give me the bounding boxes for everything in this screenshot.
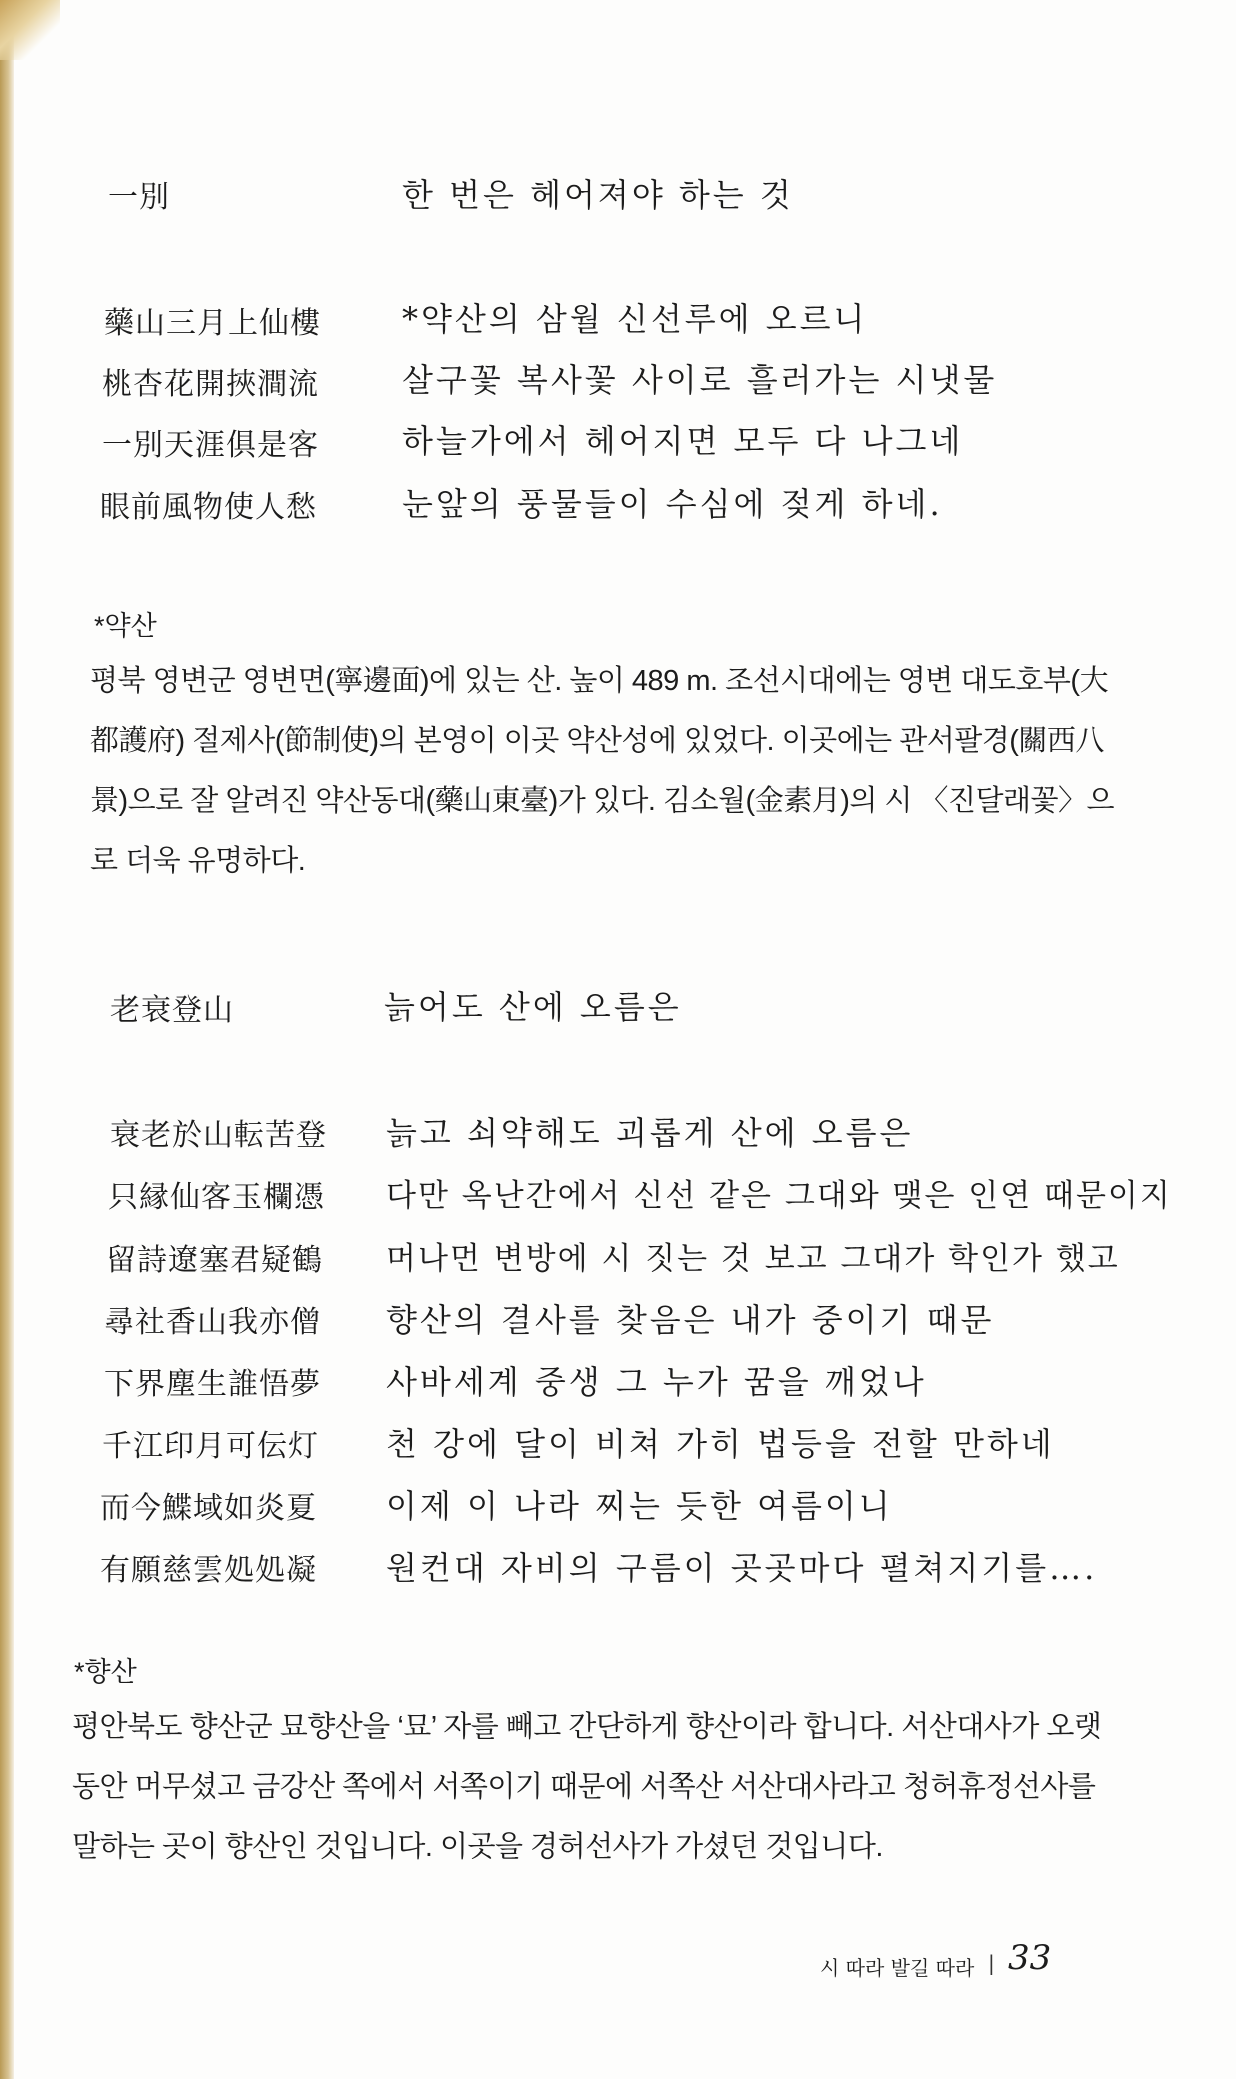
poem1-line-1-hanja: 藥山三月上仙樓 [104, 306, 321, 341]
poem1-line-3-hanja: 一別天涯俱是客 [102, 428, 319, 463]
poem2-line-3-hanja: 留詩遼塞君疑鶴 [106, 1243, 323, 1278]
note2-body: 평안북도 향산군 묘향산을 ‘묘’ 자를 빼고 간단하게 향산이라 합니다. 서산대사가 오랫동안 머무셨고 금강산 쪽에서 서쪽이기 때문에 서쪽산 서산대사라고 청허휴정선사를 말하는 곳이 향산인 것입니다. 이곳을 경허선사가 가셨던 것입니다. [72, 1711, 1102, 1863]
poem2-line-6-korean: 천 강에 달이 비쳐 가히 법등을 전할 만하네 [386, 1425, 1055, 1463]
poem2-line-1-hanja: 衰老於山転苦登 [110, 1118, 327, 1153]
poem1-line-4-korean: 눈앞의 풍물들이 수심에 젖게 하네. [402, 485, 943, 523]
poem2-line-1-korean: 늙고 쇠약해도 괴롭게 산에 오름은 [386, 1114, 914, 1152]
poem2-line-5-korean: 사바세계 중생 그 누가 꿈을 깨었나 [386, 1363, 927, 1401]
poem1-line-4-hanja: 眼前風物使人愁 [100, 490, 317, 525]
note2-heading: *향산 [74, 1657, 137, 1687]
poem2-line-6-hanja: 千江印月可伝灯 [102, 1429, 319, 1464]
poem1-line-3-korean: 하늘가에서 헤어지면 모두 다 나그네 [402, 422, 964, 460]
poem2-title-hanja: 老衰登山 [110, 993, 234, 1028]
poem2-line-5-hanja: 下界塵生誰悟夢 [104, 1367, 321, 1402]
poem2-line-8-hanja: 有願慈雲処処凝 [100, 1553, 317, 1588]
poem2-line-8-korean: 원컨대 자비의 구름이 곳곳마다 펼쳐지기를…. [386, 1549, 1098, 1587]
note1-body: 평북 영변군 영변면(寧邊面)에 있는 산. 높이 489 m. 조선시대에는 영변 대도호부(大都護府) 절제사(節制使)의 본영이 이곳 약산성에 있었다. 이곳에는 관서팔경(關西八景)으로 잘 알려진 약산동대(藥山東臺)가 있다. 김소월(金素月)의 시 〈진달래꽃〉으로 더욱 유명하다. [90, 665, 1115, 877]
poem1-title-hanja: 一別 [108, 180, 170, 215]
page-corner [0, 0, 60, 60]
poem1-line-1-korean: *약산의 삼월 신선루에 오르니 [402, 300, 868, 338]
page-number: 33 [1008, 1938, 1052, 1978]
poem2-line-2-korean: 다만 옥난간에서 신선 같은 그대와 맺은 인연 때문이지 [386, 1178, 1172, 1214]
poem2-line-4-hanja: 尋社香山我亦僧 [104, 1305, 321, 1340]
poem2-title-korean: 늙어도 산에 오름은 [384, 988, 682, 1026]
poem1-line-2-hanja: 桃杏花開挾澗流 [102, 367, 319, 402]
poem2-line-3-korean: 머나먼 변방에 시 짓는 것 보고 그대가 학인가 했고 [386, 1241, 1120, 1277]
poem2-line-4-korean: 향산의 결사를 찾음은 내가 중이기 때문 [386, 1301, 995, 1339]
footer-separator: | [988, 1951, 995, 1975]
note1-heading: *약산 [94, 611, 157, 641]
poem2-line-2-hanja: 只縁仙客玉欄憑 [108, 1180, 325, 1215]
running-footer-title: 시 따라 발길 따라 [820, 1956, 975, 1980]
poem2-line-7-hanja: 而今鰈域如炎夏 [100, 1491, 317, 1526]
poem1-line-2-korean: 살구꽃 복사꽃 사이로 흘러가는 시냇물 [402, 361, 998, 399]
book-spine [0, 0, 14, 2079]
poem1-title-korean: 한 번은 헤어져야 하는 것 [402, 176, 794, 214]
poem2-line-7-korean: 이제 이 나라 찌는 듯한 여름이니 [386, 1487, 893, 1525]
